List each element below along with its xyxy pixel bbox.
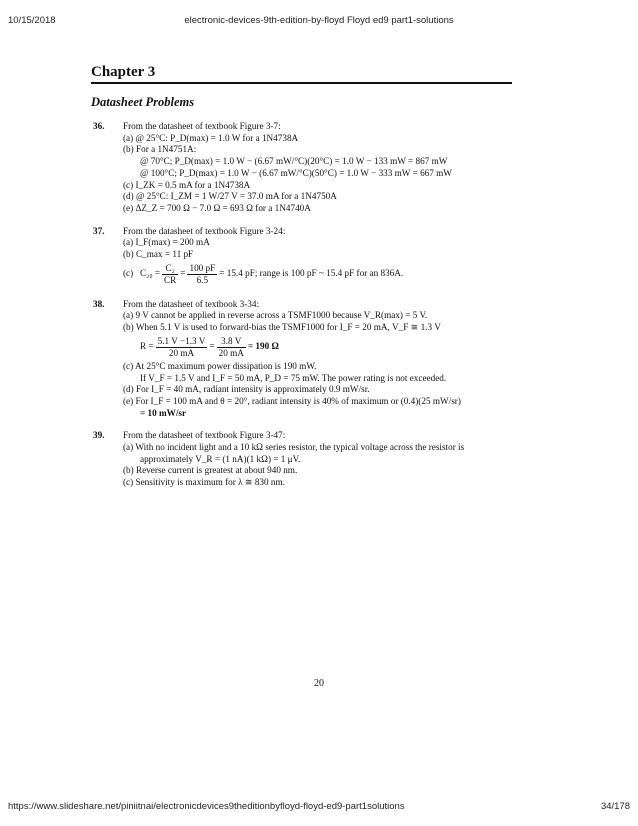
answer-c: (c) I_ZK = 0.5 mA for a 1N4738A (123, 179, 251, 190)
fraction-denominator: CR (164, 274, 177, 285)
problem-number: 36. (93, 121, 105, 131)
footer-url: https://www.slideshare.net/piniitnai/electronicdevices9theditionbyfloyd-floyd-ed9-part1solutions (8, 801, 405, 812)
problem-37 (93, 226, 523, 288)
fraction-numerator: C₂ (162, 263, 178, 275)
problem-39 (93, 430, 523, 489)
answer-a: (a) I_F(max) = 200 mA (123, 237, 210, 248)
header-date: 10/15/2018 (8, 15, 56, 26)
fraction-numerator: 100 pF (189, 262, 216, 273)
section-title: Datasheet Problems (91, 95, 195, 109)
problem-36 (93, 121, 523, 215)
answer-b: (b) When 5.1 V is used to forward-bias the TSMF1000 for I_F = 20 mA, V_F ≅ 1.3 V (123, 322, 441, 333)
problem-list (93, 121, 523, 500)
fraction-denominator: 20 mA (218, 347, 244, 358)
answer-e: (e) For I_F = 100 mA and θ = 20°, radiant intensity is 40% of maximum or (0.4)(25 mW/sr) (123, 395, 461, 406)
fraction (217, 336, 246, 359)
problem-number: 37. (93, 225, 105, 236)
answer-b-line1: @ 70°C; P_D(max) = 1.0 W − (6.67 mW/°C)(20°C) = 1.0 W − 133 mW = 867 mW (140, 156, 448, 167)
answer-c: (c) Sensitivity is maximum for λ ≅ 830 nm. (123, 477, 285, 488)
equation-rest: = 15.4 pF; range is 100 pF ~ 15.4 pF for an 836A. (219, 268, 404, 279)
chapter-title: Chapter 3 (91, 64, 156, 80)
answer-c-label: (c) (123, 268, 134, 279)
footer-page-count: 34/178 (600, 801, 630, 812)
answer-c-equation (123, 263, 523, 286)
answer-c: (c) At 25°C maximum power dissipation is 190 mW. (123, 360, 317, 371)
fraction (187, 263, 217, 286)
chapter-rule (91, 82, 512, 84)
fraction (156, 336, 208, 359)
problem-intro: From the datasheet of textbook Figure 3-24: (123, 225, 286, 236)
problem-number: 38. (93, 298, 105, 309)
equals-sign: = (180, 268, 186, 279)
answer-d: (d) For I_F = 40 mA, radiant intensity is approximately 0.9 mW/sr. (123, 384, 370, 395)
equals-sign: = (209, 341, 215, 352)
equation-result: = 190 Ω (247, 341, 279, 352)
answer-b-line2: @ 100°C; P_D(max) = 1.0 W − (6.67 mW/°C)(50°C) = 1.0 W − 333 mW = 667 mW (140, 167, 452, 178)
fraction-numerator: 3.8 V (217, 336, 246, 348)
equation-lhs: C₂₀ = (140, 268, 161, 279)
answer-a: (a) 9 V cannot be applied in reverse across a TSMF1000 because V_R(max) = 5 V. (123, 310, 428, 321)
answer-e-line2: = 10 mW/sr (140, 407, 187, 418)
answer-b: (b) For a 1N4751A: (123, 144, 197, 155)
fraction-numerator: 5.1 V −1.3 V (157, 335, 206, 346)
problem-number: 39. (93, 430, 105, 441)
equation-lhs: R = (140, 341, 154, 352)
problem-intro: From the datasheet of textbook Figure 3-47: (123, 430, 286, 441)
answer-a: (a) @ 25°C: P_D(max) = 1.0 W for a 1N4738A (123, 132, 299, 143)
fraction-denominator: 6.5 (196, 274, 209, 285)
fraction-denominator: 20 mA (168, 347, 195, 358)
answer-a-line2: approximately V_R = (1 nA)(1 kΩ) = 1 μV. (140, 453, 301, 464)
problem-intro: From the datasheet of textbook 3-34: (123, 298, 259, 309)
page-number: 20 (314, 678, 324, 689)
answer-e: (e) ΔZ_Z = 700 Ω − 7.0 Ω = 693 Ω for a 1N4740A (123, 202, 311, 213)
answer-a: (a) With no incident light and a 10 kΩ series resistor, the typical voltage across the resistor is (123, 442, 465, 453)
answer-b-equation (123, 336, 523, 359)
answer-b: (b) Reverse current is greatest at about 940 nm. (123, 465, 298, 476)
header-title: electronic-devices-9th-edition-by-floyd Floyd ed9 part1-solutions (184, 15, 454, 26)
problem-intro: From the datasheet of textbook Figure 3-7: (123, 121, 281, 131)
answer-d: (d) @ 25°C: I_ZM = 1 W/27 V = 37.0 mA for a 1N4750A (123, 191, 337, 202)
problem-38 (93, 299, 523, 420)
answer-b: (b) C_max = 11 pF (123, 249, 194, 260)
fraction (162, 263, 178, 286)
answer-c-line2: If V_F = 1.5 V and I_F = 50 mA, P_D = 75 mW. The power rating is not exceeded. (140, 372, 447, 383)
